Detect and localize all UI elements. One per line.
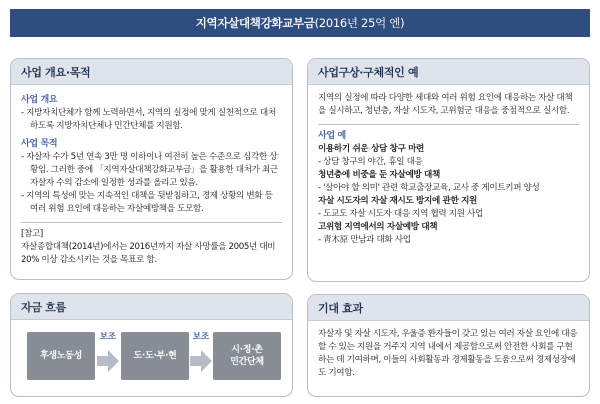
flow-box-ministry: 후생노동성 xyxy=(27,332,95,380)
examples-title: 사업 예 xyxy=(318,131,346,141)
divider xyxy=(21,222,282,223)
example-item: - 상담 창구의 야간, 휴일 대응 xyxy=(318,157,423,167)
example-item: - 도교도 자살 시도자 대응 지역 협력 지원 사업 xyxy=(318,209,483,219)
arrow-right-icon xyxy=(97,350,119,372)
purpose-item: - 자살자 수가 5년 연속 3만 명 이하이나 여전히 높은 수준으로 심각한 상황임. 그러한 중에 「지역자살대책강화교부금」을 활용한 대처가 최근 자살자 수의 감소에 일정한 성과를 올리고 있음. xyxy=(21,152,278,188)
page-title xyxy=(10,9,590,37)
summary-title: 사업 개요 xyxy=(21,95,58,105)
example-title: 청년층에 비중을 둔 자살예방 대책 xyxy=(318,170,440,180)
example-item: - 靑木原 만남과 대화 사업 xyxy=(318,235,411,245)
effect-text: 자살자 및 자살 시도자, 우울증 환자들이 갖고 있는 여러 자살 요인에 대응할 수 있는 지원을 거주지 지역 내에서 제공함으로써 안전한 사회를 구현하는 데 기여하며, 이들의 사회활동과 경제활동을 도움으로써 경제성장에도 기여함. xyxy=(318,329,578,378)
reference-title: [참고] xyxy=(21,229,43,239)
arrow-right-icon xyxy=(190,350,212,372)
purpose-item: - 지역의 특성에 맞는 지속적인 대책을 뒷받침하고, 경제 상황의 변화 등 여러 위험 요인에 대응하는 자살예방책을 도모함. xyxy=(21,191,273,214)
example-title: 자살 시도자의 자살 재시도 방지에 관한 지원 xyxy=(318,196,477,206)
reference-text: 자살종합대책(2014년)에서는 2016년까지 자살 사망률을 2005년 대비 20% 이상 감소시키는 것을 목표로 함. xyxy=(21,242,276,265)
example-item: - '살아야 할 의미' 관련 학교출장교육, 교사 중 게이트키퍼 양성 xyxy=(318,183,540,193)
title-main: 지역자살대책강화교부금 xyxy=(195,16,315,30)
overview-heading: 사업 개요·목적 xyxy=(11,59,292,85)
arrow-label: 보조 xyxy=(99,332,117,342)
structure-intro: 지역의 실정에 따라 다양한 세대와 여러 위험 요인에 대응하는 자살 대책을 실시하고, 청년층, 자살 시도자, 고위험군 대응을 중점적으로 실시함. xyxy=(318,93,573,116)
flow-arrow xyxy=(94,330,122,380)
flow-heading: 자금 흐름 xyxy=(11,294,292,320)
example-title: 이용하기 쉬운 상담 창구 마련 xyxy=(318,144,424,154)
structure-panel xyxy=(307,58,590,282)
arrow-label: 보조 xyxy=(192,332,210,342)
purpose-title: 사업 목적 xyxy=(21,139,58,149)
flow-box-municipality: 시·정·촌 민간단체 xyxy=(213,332,281,380)
effect-panel xyxy=(307,294,590,397)
example-title: 고위험 지역에서의 자살예방 대책 xyxy=(318,222,438,232)
flow-box-prefecture: 도·도·부·현 xyxy=(121,332,189,380)
structure-heading: 사업구상·구체적인 예 xyxy=(308,59,589,85)
effect-heading: 기대 효과 xyxy=(308,295,589,321)
flow-arrow xyxy=(187,330,215,380)
title-sub: (2016년 25억 엔) xyxy=(314,16,405,30)
divider xyxy=(318,124,579,125)
funding-flow-panel xyxy=(10,293,293,397)
summary-item: - 지방자치단체가 함께 노력하면서, 지역의 실정에 맞게 실천적으로 대처하도록 지방자치단체나 민간단체를 지원함. xyxy=(21,108,276,131)
overview-panel xyxy=(10,58,293,280)
